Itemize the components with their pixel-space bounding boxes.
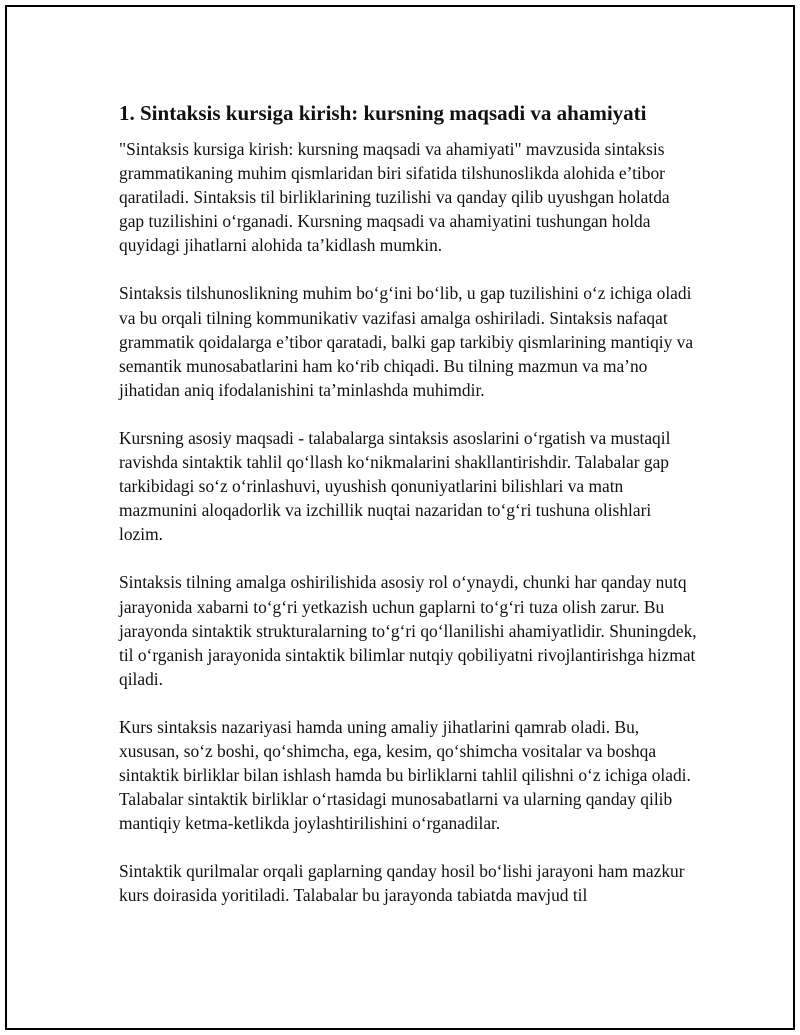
document-page <box>5 5 795 1030</box>
paragraph-6: Sintaktik qurilmalar orqali gaplarning qanday hosil bo‘lishi jarayoni ham mazkur kurs doirasida yoritiladi. Talabalar bu jarayonda tabiatda mavjud til <box>119 861 685 906</box>
section-heading: 1. Sintaksis kursiga kirish: kursning maqsadi va ahamiyati <box>119 101 647 125</box>
paragraph-3: Kursning asosiy maqsadi - talabalarga sintaksis asoslarini o‘rgatish va mustaqil ravishda sintaktik tahlil qo‘llash ko‘nikmalarini shakllantirishdir. Talabalar gap tarkibidagi so‘z o‘rinlashuvi, uyushish qonuniyatlarini bilishlari va matn mazmunini aloqadorlik va izchillik nuqtai nazaridan to‘g‘ri tushuna olishlari lozim. <box>119 427 671 545</box>
document-body <box>119 99 699 932</box>
paragraph-1: "Sintaksis kursiga kirish: kursning maqsadi va ahamiyati" mavzusida sintaksis grammatikaning muhim qismlaridan biri sifatida tilshunoslikda alohida e’tibor qaratiladi. Sintaksis til birliklarining tuzilishi va qanday qilib uyushgan holatda gap tuzilishini o‘rganadi. Kursning maqsadi va ahamiyatini tushungan holda quyidagi jihatlarni alohida ta’kidlash mumkin. <box>119 139 670 256</box>
paragraph-5: Kurs sintaksis nazariyasi hamda uning amaliy jihatlarini qamrab oladi. Bu, xususan, so‘z boshi, qo‘shimcha, ega, kesim, qo‘shimcha vositalar va boshqa sintaktik birliklar bilan ishlash hamda bu birliklarni tahlil qilishni o‘z ichiga oladi. Talabalar sintaktik birliklar o‘rtasidagi munosabatlarni va ularning qanday qilib mantiqiy ketma-ketlikda joylashtirilishini o‘rganadilar. <box>119 716 691 834</box>
paragraph-4: Sintaksis tilning amalga oshirilishida asosiy rol o‘ynaydi, chunki har qanday nutq jarayonida xabarni to‘g‘ri yetkazish uchun gaplarni to‘g‘ri tuza olish zarur. Bu jarayonda sintaktik strukturalarning to‘g‘ri qo‘llanilishi ahamiyatlidir. Shuningdek, til o‘rganish jarayonida sintaktik bilimlar nutqiy qobiliyatni rivojlantirishga hizmat qiladi. <box>119 572 697 689</box>
paragraph-2: Sintaksis tilshunoslikning muhim bo‘g‘ini bo‘lib, u gap tuzilishini o‘z ichiga oladi va bu orqali tilning kommunikativ vazifasi amalga oshiriladi. Sintaksis nafaqat grammatik qoidalarga e’tibor qaratadi, balki gap tarkibiy qismlarining mantiqiy va semantik munosabatlarini ham ko‘rib chiqadi. Bu tilning mazmun va ma’no jihatidan aniq ifodalanishini ta’minlashda muhimdir. <box>119 283 694 400</box>
